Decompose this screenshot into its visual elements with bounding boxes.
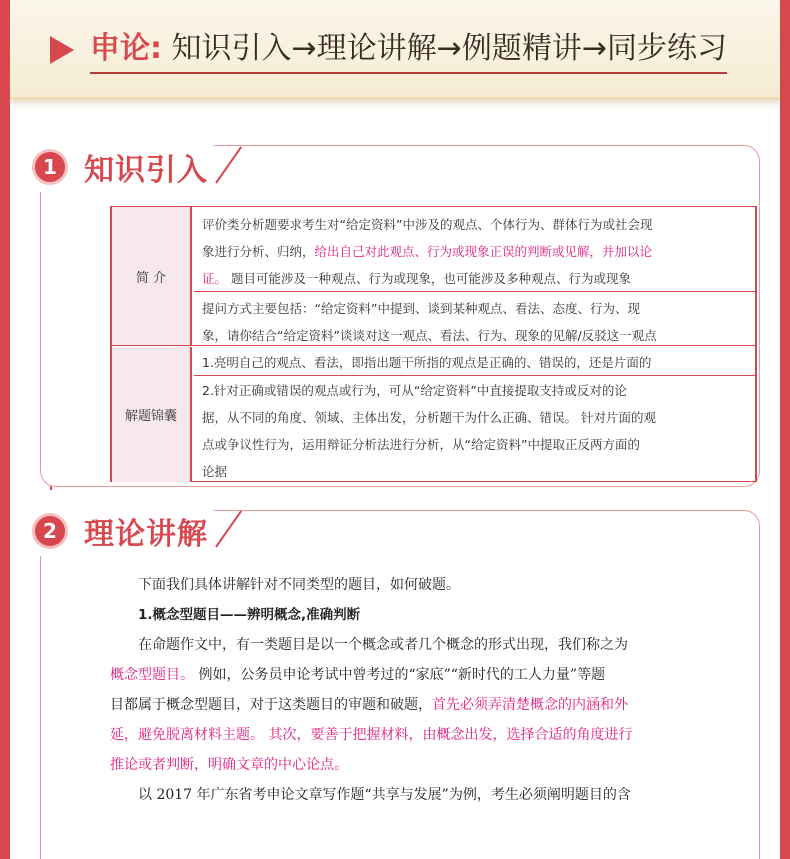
table-line: 点或争议性行为，运用辩证分析法进行分析，从“给定资料”中提取正反两方面的 bbox=[202, 437, 640, 452]
table-label-tips: 解题锦囊 bbox=[112, 347, 192, 482]
banner-title-text: 知识引入→理论讲解→例题精讲→同步练习 bbox=[171, 31, 727, 66]
header-banner bbox=[10, 0, 780, 100]
text-highlight: 概念型题目。 bbox=[110, 667, 194, 683]
table-text: 象进行分析、归纳， bbox=[202, 244, 315, 259]
table-cell-tips-2 bbox=[196, 373, 755, 485]
knowledge-table bbox=[110, 206, 757, 482]
table-cell-tips-1 bbox=[196, 345, 755, 376]
section1-number-badge: 1 bbox=[32, 149, 68, 185]
section1-header bbox=[32, 142, 214, 192]
paragraph-line: 推论或者判断，明确文章的中心论点。 bbox=[110, 757, 348, 773]
table-label-intro: 简 介 bbox=[112, 207, 192, 345]
subheading: 1.概念型题目——辨明概念,准确判断 bbox=[138, 607, 361, 623]
table-line bbox=[202, 238, 747, 265]
paragraph-line bbox=[110, 690, 738, 720]
table-line: 评价类分析题要求考生对“给定资料”中涉及的观点、个体行为、群体行为或社会现 bbox=[202, 217, 653, 232]
table-cell-intro-1 bbox=[196, 207, 755, 292]
text: 例如，公务员申论考试中曾考过的“家底”“新时代的工人力量”等题 bbox=[194, 667, 606, 683]
banner-title bbox=[90, 28, 727, 74]
paragraph-line: 延，避免脱离材料主题。 其次，要善于把握材料，由概念出发，选择合适的角度进行 bbox=[110, 727, 633, 743]
table-text-highlight: 证。 bbox=[202, 271, 228, 286]
section1-title: 知识引入 bbox=[84, 153, 208, 188]
table-line: 2.针对正确或错误的观点或行为，可从“给定资料”中直接提取支持或反对的论 bbox=[202, 383, 627, 398]
table-line bbox=[202, 265, 747, 292]
table-line: 论据 bbox=[202, 464, 228, 479]
table-text-highlight: 给出自己对此观点、行为或现象正误的判断或见解，并加以论 bbox=[314, 244, 653, 259]
play-arrow-icon bbox=[50, 36, 74, 64]
paragraph: 下面我们具体讲解针对不同类型的题目，如何破题。 bbox=[138, 577, 460, 593]
table-line: 据，从不同的角度、领域、主体出发，分析题干为什么正确、错误。 针对片面的观 bbox=[202, 410, 656, 425]
table-line: 提问方式主要包括：“给定资料”中提到、谈到某种观点、看法、态度、行为、现 bbox=[202, 301, 640, 316]
section2-header bbox=[32, 506, 214, 556]
section2-title: 理论讲解 bbox=[84, 517, 208, 552]
table-cell-intro-2 bbox=[196, 291, 755, 349]
section2-number-badge: 2 bbox=[32, 513, 68, 549]
text: 目都属于概念型题目，对于这类题目的审题和破题， bbox=[110, 697, 432, 713]
text-highlight: 首先必须弄清楚概念的内涵和外 bbox=[432, 697, 628, 713]
banner-title-highlight: 申论: bbox=[90, 31, 162, 66]
table-line: 象，请你结合“给定资料”谈谈对这一观点、看法、行为、现象的见解/反驳这一观点 bbox=[202, 328, 657, 343]
paragraph: 在命题作文中，有一类题目是以一个概念或者几个概念的形式出现，我们称之为 bbox=[138, 637, 628, 653]
page bbox=[10, 0, 780, 859]
table-text: 题目可能涉及一种观点、行为或现象，也可能涉及多种观点、行为或现象 bbox=[227, 271, 631, 286]
section2-body bbox=[110, 570, 738, 810]
paragraph-line bbox=[110, 660, 738, 690]
table-line: 1.亮明自己的观点、看法，即指出题干所指的观点是正确的、错误的，还是片面的 bbox=[202, 355, 652, 370]
paragraph: 以 2017 年广东省考申论文章写作题“共享与发展”为例，考生必须阐明题目的含 bbox=[138, 787, 631, 803]
